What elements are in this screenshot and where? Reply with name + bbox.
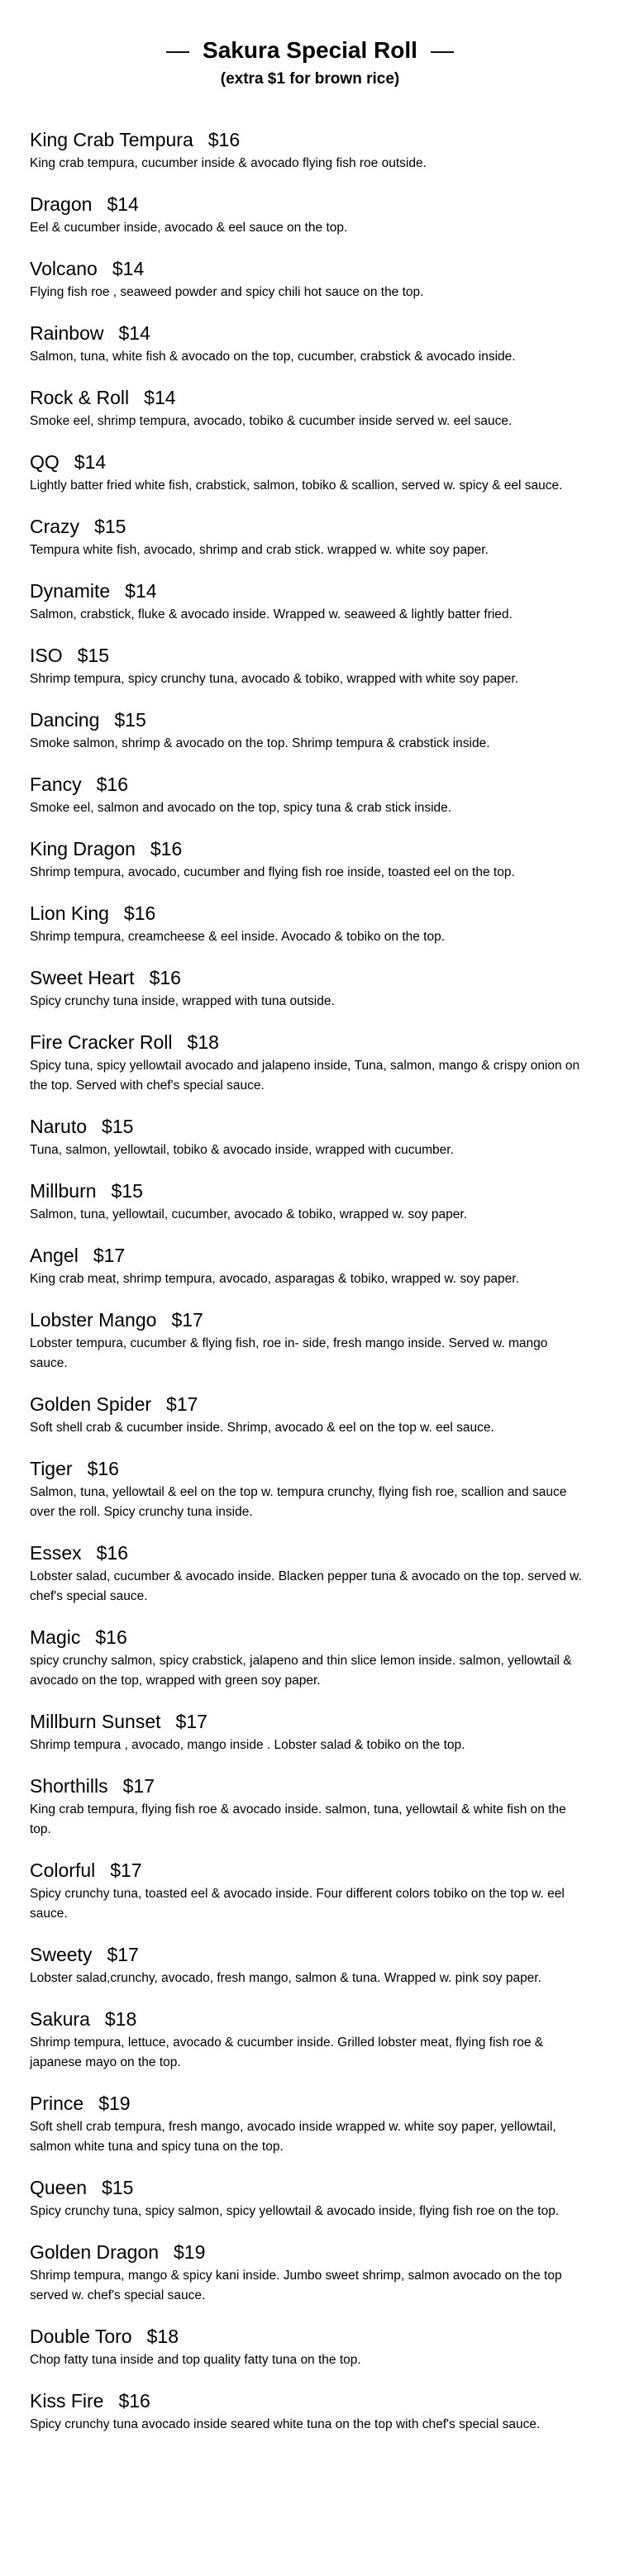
menu-item-heading	[30, 1942, 590, 1967]
menu-item-name: Millburn	[30, 1180, 97, 1202]
menu-item-description: Smoke salmon, shrimp & avocado on the top. Shrimp tempura & crabstick inside.	[30, 736, 490, 750]
menu-item-price: $16	[123, 902, 156, 924]
menu-item-name: Colorful	[30, 1859, 96, 1881]
menu-item-description: Shrimp tempura, lettuce, avocado & cucumber inside. Grilled lobster meat, flying fish roe & japanese mayo on the top.	[30, 2036, 544, 2069]
menu-item	[30, 1456, 590, 1522]
menu-item-price: $14	[112, 258, 145, 279]
menu-item-heading	[30, 901, 590, 926]
menu-item-name: Kiss Fire	[30, 2390, 104, 2412]
menu-item	[30, 836, 590, 883]
menu-item-description: Tempura white fish, avocado, shrimp and crab stick. wrapped w. white soy paper.	[30, 543, 489, 557]
menu-item-name: Sweety	[30, 1944, 93, 1965]
menu-item-price: $15	[102, 2177, 134, 2198]
menu-item-name: Rainbow	[30, 322, 104, 344]
menu-item	[30, 643, 590, 689]
menu-item-name: Lobster Mango	[30, 1309, 157, 1331]
menu-item	[30, 2388, 590, 2435]
menu-item	[30, 579, 590, 625]
menu-item-price: $19	[174, 2241, 206, 2263]
menu-item-heading	[30, 1774, 590, 1798]
menu-item-price: $18	[187, 1031, 219, 1053]
menu-item-price: $16	[96, 1542, 129, 1564]
menu-item	[30, 385, 590, 431]
menu-item-price: $17	[110, 1859, 142, 1881]
menu-item-description: Lobster salad, cucumber & avocado inside. Blacken pepper tuna & avocado on the top. served w. chef's special sauce.	[30, 1569, 582, 1603]
menu-item-price: $15	[102, 1116, 134, 1137]
menu-item	[30, 514, 590, 560]
menu-item-heading	[30, 772, 590, 797]
menu-item	[30, 2091, 590, 2157]
menu-item	[30, 2324, 590, 2370]
menu-item	[30, 1774, 590, 1840]
menu-item-price: $14	[107, 193, 139, 215]
menu-item-name: Double Toro	[30, 2326, 132, 2347]
menu-item-name: Millburn Sunset	[30, 1711, 161, 1732]
menu-item-heading	[30, 385, 590, 410]
menu-item-price: $15	[111, 1180, 143, 1202]
menu-item	[30, 1030, 590, 1096]
menu-item-heading	[30, 965, 590, 990]
menu-item-description: Salmon, tuna, white fish & avocado on the top, cucumber, crabstick & avocado inside.	[30, 350, 516, 364]
menu-item-name: Dragon	[30, 193, 93, 215]
menu-item-heading	[30, 450, 590, 474]
title-dash-left: —	[166, 37, 190, 63]
menu-item-description: Salmon, tuna, yellowtail, cucumber, avocado & tobiko, wrapped w. soy paper.	[30, 1207, 468, 1221]
menu-item-description: Spicy crunchy tuna avocado inside seared white tuna on the top with chef's special sauce.	[30, 2417, 541, 2431]
menu-item-name: Fancy	[30, 774, 82, 795]
menu-item-heading	[30, 1114, 590, 1139]
menu-item-heading	[30, 1307, 590, 1332]
menu-item-name: King Crab Tempura	[30, 129, 193, 150]
menu-item	[30, 2007, 590, 2073]
menu-item-name: Volcano	[30, 258, 98, 279]
menu-item-price: $16	[149, 967, 181, 988]
menu-item-price: $16	[207, 129, 241, 150]
menu-item-description: spicy crunchy salmon, spicy crabstick, jalapeno and thin slice lemon inside. salmon, yellowtail & avocado on the top, wrapped with green soy paper.	[30, 1654, 572, 1688]
menu-item	[30, 1178, 590, 1225]
menu-item	[30, 901, 590, 947]
menu-item-price: $17	[107, 1944, 139, 1965]
menu-item-heading	[30, 1709, 590, 1734]
menu-item-name: Queen	[30, 2177, 88, 2198]
menu-item	[30, 192, 590, 238]
menu-item	[30, 1243, 590, 1289]
menu-item	[30, 965, 590, 1012]
menu-item-list	[30, 127, 590, 2435]
menu-item-name: Tiger	[30, 1458, 73, 1479]
menu-item	[30, 1625, 590, 1691]
menu-item-heading	[30, 2007, 590, 2031]
menu-item-name: ISO	[30, 645, 63, 666]
menu-item-description: Soft shell crab tempura, fresh mango, avocado inside wrapped w. white soy paper, yellowtail, salmon white tuna and spicy tuna on the top.	[30, 2120, 556, 2154]
menu-item-price: $16	[118, 2390, 150, 2412]
menu-item-price: $15	[114, 709, 146, 731]
menu-item-description: Salmon, crabstick, fluke & avocado inside. Wrapped w. seaweed & lightly batter fried.	[30, 607, 513, 621]
menu-item-heading	[30, 1030, 590, 1055]
menu-item-description: Salmon, tuna, yellowtail & eel on the top w. tempura crunchy, flying fish roe, scallion and sauce over the roll. Spicy crunchy tuna inside.	[30, 1485, 567, 1519]
menu-item	[30, 1307, 590, 1374]
menu-item-price: $17	[166, 1393, 198, 1415]
menu-item-description: Lobster salad,crunchy, avocado, fresh mango, salmon & tuna. Wrapped w. pink soy paper.	[30, 1971, 541, 1985]
menu-item-description: Lightly batter fried white fish, crabstick, salmon, tobiko & scallion, served w. spicy & eel sauce.	[30, 479, 563, 493]
menu-item	[30, 1709, 590, 1755]
menu-item	[30, 772, 590, 818]
menu-item-name: Naruto	[30, 1116, 88, 1137]
menu-item-name: Fire Cracker Roll	[30, 1031, 173, 1053]
menu-item-description: Spicy crunchy tuna, toasted eel & avocado inside. Four different colors tobiko on the top w. eel sauce.	[30, 1887, 565, 1921]
menu-item-description: Eel & cucumber inside, avocado & eel sauce on the top.	[30, 221, 348, 235]
menu-item-description: Spicy crunchy tuna, spicy salmon, spicy yellowtail & avocado inside, flying fish roe on the top.	[30, 2204, 560, 2218]
menu-item-description: Lobster tempura, cucumber & flying fish, roe in- side, fresh mango inside. Served w. mango sauce.	[30, 1336, 548, 1370]
menu-item-description: Tuna, salmon, yellowtail, tobiko & avocado inside, wrapped with cucumber.	[30, 1143, 454, 1157]
menu-item-heading	[30, 127, 590, 152]
menu-item	[30, 256, 590, 302]
menu-item-heading	[30, 1456, 590, 1481]
title-text: Sakura Special Roll	[203, 37, 417, 63]
menu-item-name: Golden Dragon	[30, 2241, 159, 2263]
menu-item	[30, 2175, 590, 2221]
menu-item	[30, 1858, 590, 1924]
menu-item-description: Spicy tuna, spicy yellowtail avocado and jalapeno inside, Tuna, salmon, mango & crispy onion on the top. Served with chef's special sauce.	[30, 1059, 580, 1093]
title-dash-right: —	[430, 37, 454, 63]
menu-item-name: Dancing	[30, 709, 100, 731]
menu-item-heading	[30, 579, 590, 603]
menu-item-description: Soft shell crab & cucumber inside. Shrimp, avocado & eel on the top w. eel sauce.	[30, 1421, 494, 1435]
menu-item-name: Prince	[30, 2093, 84, 2114]
menu-item-price: $15	[77, 645, 109, 666]
menu-item	[30, 321, 590, 367]
menu-item-heading	[30, 643, 590, 668]
menu-item-heading	[30, 2091, 590, 2116]
menu-item-price: $16	[96, 774, 129, 795]
menu-item-price: $14	[125, 580, 157, 602]
menu-item-description: Chop fatty tuna inside and top quality fatty tuna on the top.	[30, 2353, 361, 2367]
menu-item-name: Crazy	[30, 516, 80, 537]
menu-item-description: Shrimp tempura , avocado, mango inside . Lobster salad & tobiko on the top.	[30, 1738, 465, 1752]
menu-item-description: King crab meat, shrimp tempura, avocado, asparagas & tobiko, wrapped w. soy paper.	[30, 1272, 519, 1286]
menu-item-price: $18	[104, 2008, 137, 2030]
menu-item-heading	[30, 1625, 590, 1650]
menu-item-heading	[30, 256, 590, 281]
menu-item-price: $18	[146, 2326, 179, 2347]
menu-item-price: $17	[175, 1711, 207, 1732]
menu-item	[30, 1942, 590, 1988]
menu-item-price: $14	[144, 387, 176, 408]
menu-item-heading	[30, 2175, 590, 2200]
menu-item-description: Shrimp tempura, avocado, cucumber and flying fish roe inside, toasted eel on the top.	[30, 865, 515, 879]
menu-item-heading	[30, 707, 590, 732]
menu-item-heading	[30, 192, 590, 217]
menu-item-name: Sweet Heart	[30, 967, 135, 988]
menu-item-price: $14	[74, 451, 107, 473]
menu-item-description: Smoke eel, salmon and avocado on the top, spicy tuna & crab stick inside.	[30, 801, 452, 815]
menu-item	[30, 1392, 590, 1438]
page-title	[30, 36, 590, 64]
menu-item-heading	[30, 1858, 590, 1883]
menu-item-price: $17	[171, 1309, 203, 1331]
page-subtitle: (extra $1 for brown rice)	[220, 70, 400, 88]
menu-item-description: Shrimp tempura, creamcheese & eel inside. Avocado & tobiko on the top.	[30, 930, 446, 944]
menu-item-price: $14	[118, 322, 150, 344]
menu-item-heading	[30, 1540, 590, 1565]
menu-item-price: $17	[93, 1245, 126, 1266]
menu-item-description: Flying fish roe , seaweed powder and spicy chili hot sauce on the top.	[30, 285, 424, 299]
menu-item-name: Shorthills	[30, 1775, 108, 1797]
menu-item-heading	[30, 2388, 590, 2413]
menu-item-description: Smoke eel, shrimp tempura, avocado, tobiko & cucumber inside served w. eel sauce.	[30, 414, 513, 428]
menu-item	[30, 450, 590, 496]
menu-item-name: King Dragon	[30, 838, 136, 859]
menu-item-price: $16	[95, 1626, 127, 1648]
menu-header	[30, 36, 590, 91]
menu-item-name: Lion King	[30, 902, 109, 924]
menu-item-name: Magic	[30, 1626, 81, 1648]
menu-item	[30, 1540, 590, 1607]
menu-item-heading	[30, 514, 590, 539]
menu-item-price: $16	[87, 1458, 119, 1479]
menu-item	[30, 127, 590, 174]
menu-item-price: $17	[122, 1775, 155, 1797]
menu-item	[30, 1114, 590, 1160]
menu-item-name: Rock & Roll	[30, 387, 130, 408]
menu-item-name: Dynamite	[30, 580, 111, 602]
menu-item-description: Shrimp tempura, mango & spicy kani inside. Jumbo sweet shrimp, salmon avocado on the top served w. chef's special sauce.	[30, 2269, 562, 2302]
menu-item-name: Angel	[30, 1245, 79, 1266]
menu-item-price: $16	[150, 838, 183, 859]
menu-item-name: Essex	[30, 1542, 82, 1564]
menu-item-name: Golden Spider	[30, 1393, 152, 1415]
menu-item	[30, 707, 590, 754]
menu-item-heading	[30, 836, 590, 861]
menu-item-heading	[30, 1392, 590, 1417]
menu-item-description: King crab tempura, cucumber inside & avocado flying fish roe outside.	[30, 156, 427, 170]
menu-item-price: $19	[98, 2093, 131, 2114]
menu-item-heading	[30, 1178, 590, 1203]
menu-item-description: Spicy crunchy tuna inside, wrapped with tuna outside.	[30, 994, 335, 1008]
menu-item-heading	[30, 1243, 590, 1268]
menu-item	[30, 2240, 590, 2306]
menu-item-name: Sakura	[30, 2008, 90, 2030]
menu-item-heading	[30, 321, 590, 345]
menu-item-description: Shrimp tempura, spicy crunchy tuna, avocado & tobiko, wrapped with white soy paper.	[30, 672, 519, 686]
menu-item-heading	[30, 2240, 590, 2264]
menu-item-name: QQ	[30, 451, 60, 473]
menu-item-heading	[30, 2324, 590, 2349]
menu-item-price: $15	[94, 516, 126, 537]
menu-item-description: King crab tempura, flying fish roe & avocado inside. salmon, tuna, yellowtail & white fish on the top.	[30, 1802, 566, 1836]
